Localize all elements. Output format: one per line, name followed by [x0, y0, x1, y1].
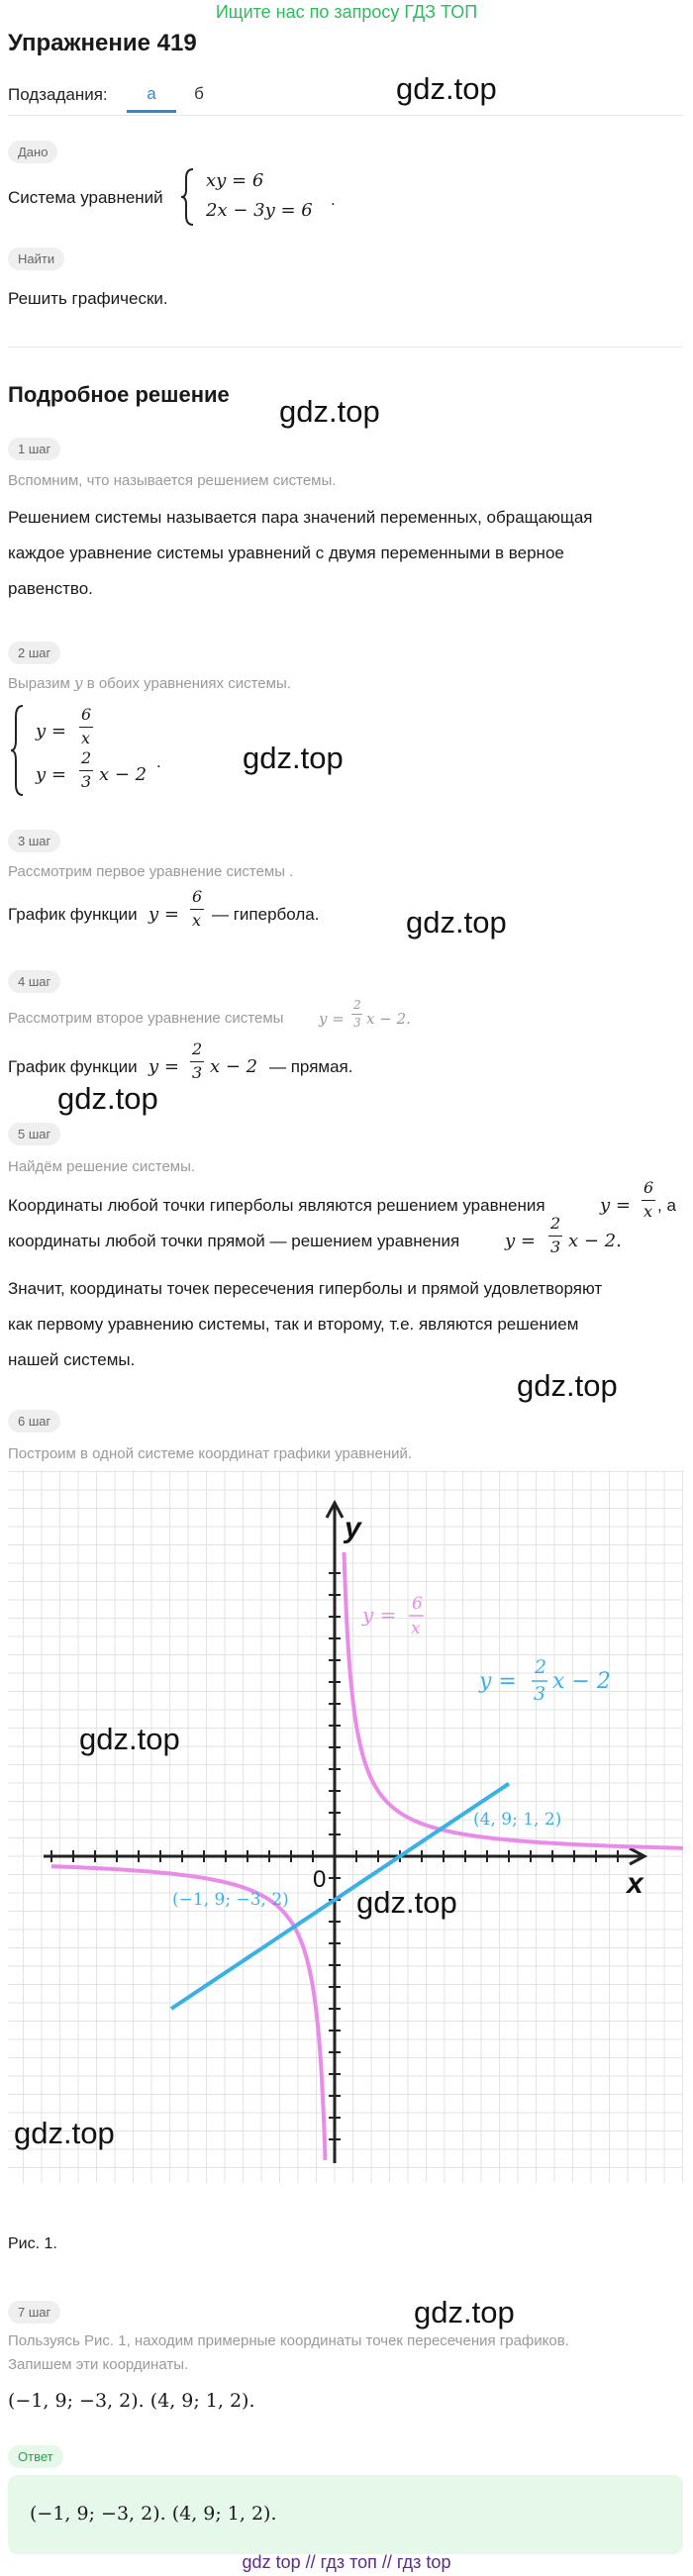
find-pill: Найти — [8, 248, 64, 270]
page-title: Упражнение 419 — [8, 30, 197, 56]
watermark: gdz.top — [57, 1081, 158, 1116]
hyperbola-branch-right — [345, 1552, 684, 1848]
step5-l1-lhs: y = — [600, 1195, 631, 1216]
search-banner[interactable]: Ищите нас по запросу ГДЗ ТОП — [215, 2, 478, 22]
step5-line: как первому уравнению системы, так и второму, т.е. являются решением — [8, 1315, 579, 1334]
fraction-bar — [548, 1236, 562, 1237]
step5-l1-den: x — [644, 1202, 653, 1221]
step6-hint: Построим в одной системе координат графики уравнений. — [8, 1445, 413, 1462]
fraction-bar — [351, 1014, 362, 1015]
step3-lhs: y = — [148, 904, 179, 925]
step4-den: 3 — [192, 1063, 203, 1082]
step2-eq2-rest: x − 2 — [99, 764, 148, 785]
watermark: gdz.top — [14, 2116, 115, 2150]
step2-pill: 2 шаг — [8, 642, 60, 664]
step4-text: График функции — [8, 1057, 138, 1076]
step4-hint: Рассмотрим второе уравнение системы — [8, 1010, 284, 1027]
hyperbola-label-num: 6 — [412, 1594, 423, 1614]
watermark: gdz.top — [517, 1368, 618, 1403]
watermark: gdz.top — [406, 905, 507, 940]
step5-line: Значит, координаты точек пересечения гиперболы и прямой удовлетворяют — [8, 1279, 603, 1298]
intersection-label: (−1, 9; −3, 2) — [172, 1890, 289, 1910]
fraction-bar — [642, 1200, 655, 1201]
given-pill: Дано — [8, 141, 57, 163]
step5-line: координаты любой точки прямой — решением уравнения — [8, 1232, 460, 1250]
watermark: gdz.top — [79, 1722, 180, 1756]
step5-pill: 5 шаг — [8, 1123, 60, 1145]
fraction-bar — [190, 1061, 204, 1062]
fraction-bar — [79, 770, 93, 771]
step4-num: 2 — [192, 1040, 203, 1058]
line-label-num: 2 — [535, 1656, 547, 1678]
step4-hint-rest: x − 2. — [366, 1010, 411, 1028]
step5-line: нашей системы. — [8, 1350, 136, 1369]
line-label: y = — [479, 1669, 517, 1694]
step3-den: x — [192, 911, 202, 930]
step2-eq1-lhs: y = — [36, 721, 66, 742]
step5-l2-rest: x − 2. — [568, 1231, 622, 1251]
step7-pill: 7 шаг — [8, 2301, 60, 2324]
step4-text: — прямая. — [269, 1057, 353, 1076]
answer-text: (−1, 9; −3, 2). (4, 9; 1, 2). — [30, 2503, 277, 2525]
step2-tail: . — [156, 752, 161, 771]
step3-text: График функции — [8, 905, 138, 924]
step7-hint: Пользуясь Рис. 1, находим примерные координаты точек пересечения графиков. — [8, 2332, 569, 2349]
watermark: gdz.top — [279, 394, 380, 429]
step1-line: Решением системы называется пара значений переменных, обращающая — [8, 508, 593, 527]
footer-links[interactable]: gdz top // гдз топ // гдз top — [242, 2552, 451, 2572]
step1-hint: Вспомним, что называется решением системы. — [8, 472, 337, 489]
fraction-bar — [79, 727, 93, 728]
hyperbola-label: y = — [362, 1603, 397, 1627]
tab-a[interactable]: а — [127, 79, 176, 113]
step3-text: — гипербола. — [212, 905, 320, 924]
step5-l2-num: 2 — [550, 1214, 561, 1233]
step5-hint: Найдём решение системы. — [8, 1158, 196, 1175]
answer-pill: Ответ — [8, 2445, 63, 2468]
line-label-den: 3 — [534, 1683, 546, 1705]
step4-hint-num: 2 — [353, 998, 361, 1012]
step2-eq2-num: 2 — [81, 748, 92, 767]
step3-pill: 3 шаг — [8, 830, 60, 852]
step1-pill: 1 шаг — [8, 438, 60, 460]
step1-line: равенство. — [8, 579, 93, 598]
step5-l2-lhs: y = — [505, 1231, 536, 1251]
given-text: Система уравнений — [8, 188, 163, 207]
step2-hint: Выразим y в обоих уравнениях системы. — [8, 674, 291, 692]
brace-icon — [8, 703, 28, 798]
given-eq1: xy = 6 — [206, 170, 264, 191]
step3-num: 6 — [192, 887, 203, 906]
watermark: gdz.top — [356, 1885, 457, 1920]
given-eq2: 2x − 3y = 6 — [206, 200, 313, 221]
step2-eq2-den: 3 — [81, 772, 92, 791]
y-axis-label: y — [345, 1512, 361, 1544]
figure-caption: Рис. 1. — [8, 2235, 57, 2252]
step2-eq2-lhs: y = — [36, 764, 66, 785]
step2-eq1-den: x — [81, 729, 91, 747]
watermark: gdz.top — [243, 741, 344, 775]
divider — [8, 115, 683, 116]
step5-line: Координаты любой точки гиперболы являются решением уравнения — [8, 1196, 545, 1215]
step7-hint: Запишем эти координаты. — [8, 2356, 189, 2373]
step6-pill: 6 шаг — [8, 1410, 60, 1433]
tab-b[interactable]: б — [194, 84, 204, 103]
fraction-bar — [190, 909, 204, 910]
step4-hint-lhs: y = — [319, 1010, 345, 1028]
solution-title: Подробное решение — [8, 382, 230, 407]
find-text: Решить графически. — [8, 289, 168, 308]
given-tail: . — [331, 190, 336, 209]
step4-hint-den: 3 — [353, 1016, 361, 1030]
intersection-label: (4, 9; 1, 2) — [473, 1810, 562, 1830]
watermark: gdz.top — [396, 71, 497, 106]
step5-l2-den: 3 — [550, 1238, 561, 1256]
step7-coords: (−1, 9; −3, 2). (4, 9; 1, 2). — [8, 2390, 255, 2412]
step1-line: каждое уравнение системы уравнений с двумя переменными в верное — [8, 544, 564, 562]
subtasks-label: Подзадания: — [8, 85, 108, 104]
x-axis-label: x — [627, 1867, 644, 1900]
step5-l1-tail: , а — [657, 1196, 676, 1215]
line-label-rest: x − 2 — [552, 1669, 611, 1694]
step4-lhs: y = — [148, 1056, 179, 1077]
step3-hint: Рассмотрим первое уравнение системы . — [8, 863, 294, 880]
step4-pill: 4 шаг — [8, 970, 60, 993]
origin-label: 0 — [313, 1866, 327, 1893]
hyperbola-label-den: x — [411, 1619, 421, 1638]
graph-figure — [8, 1470, 683, 2183]
brace-icon — [178, 166, 198, 228]
step5-l1-num: 6 — [644, 1178, 654, 1197]
step4-rest: x − 2 — [210, 1056, 258, 1077]
watermark: gdz.top — [414, 2295, 515, 2329]
step2-eq1-num: 6 — [81, 705, 92, 724]
